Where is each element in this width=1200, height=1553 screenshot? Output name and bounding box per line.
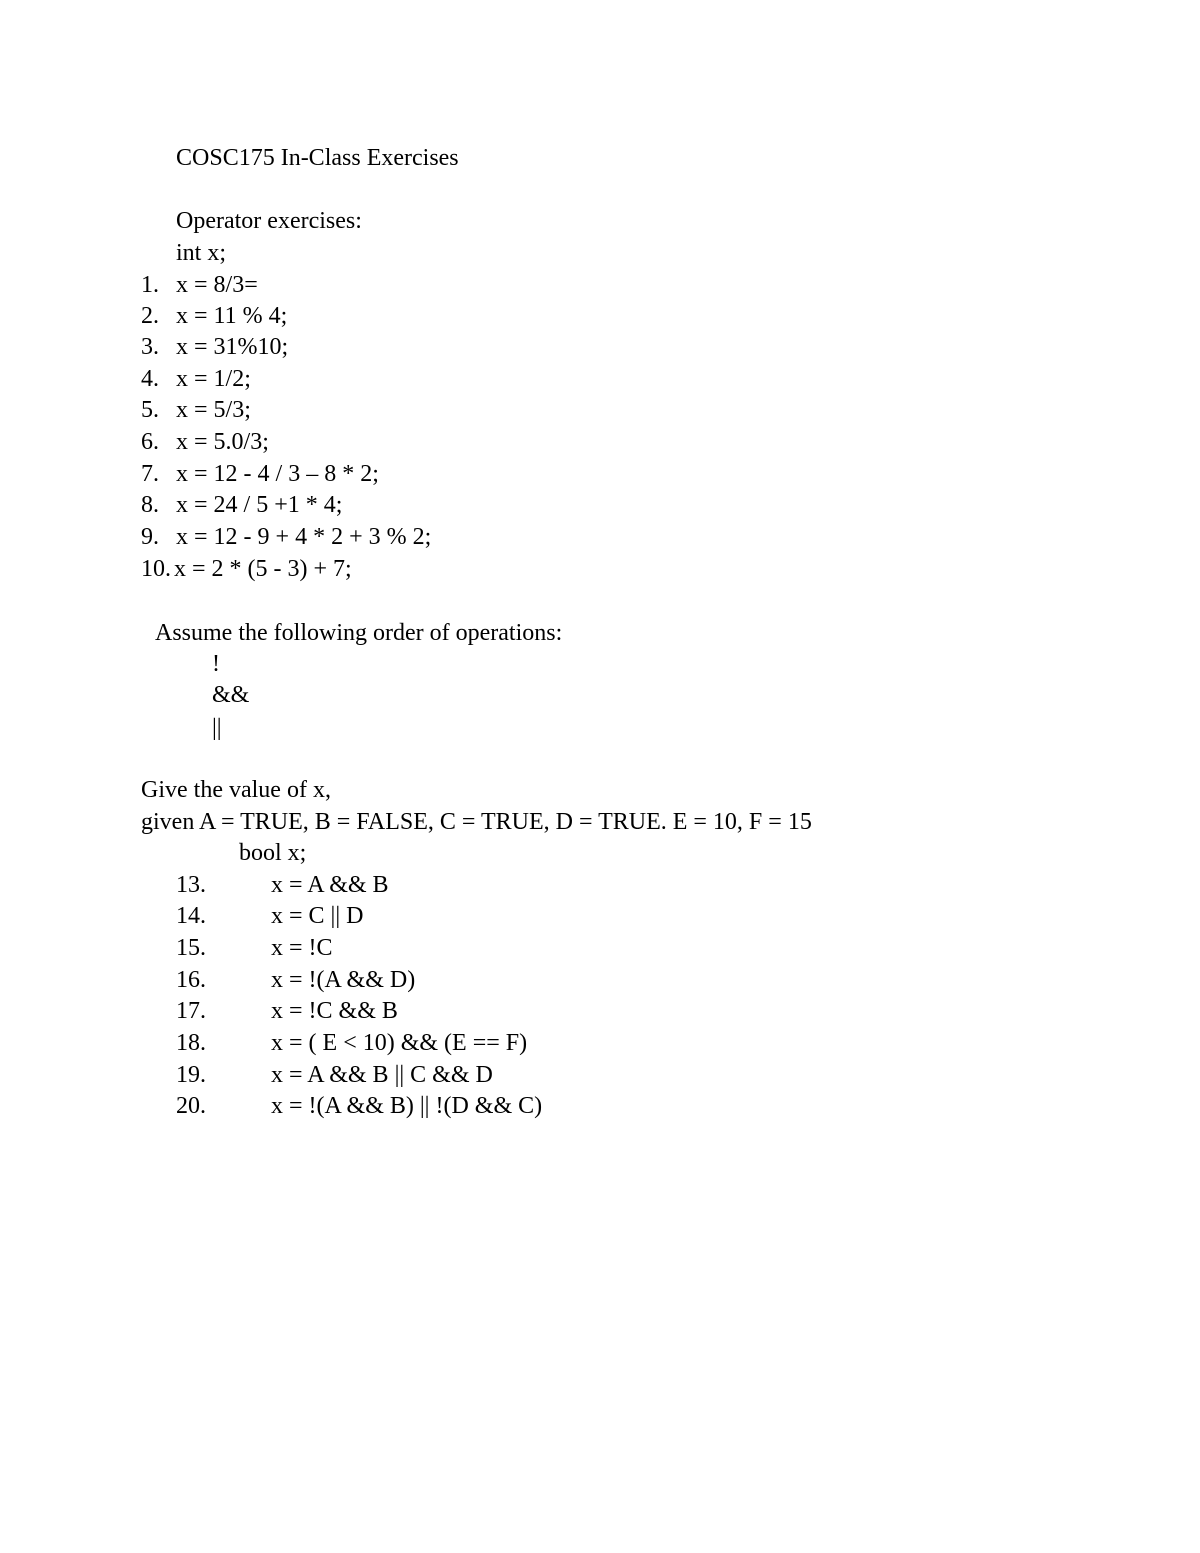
operator-not: !	[212, 651, 220, 677]
item-text: x = 1/2;	[176, 366, 251, 392]
item-number: 16.	[176, 967, 206, 993]
item-number: 2.	[141, 303, 159, 329]
item-text: x = ( E < 10) && (E == F)	[271, 1030, 528, 1056]
item-number: 15.	[176, 935, 206, 961]
item-text: x = 11 % 4;	[176, 303, 288, 329]
item-text: x = 31%10;	[176, 334, 289, 360]
item-text: x = A && B	[271, 872, 389, 898]
item-number: 20.	[176, 1093, 206, 1119]
item-number: 5.	[141, 397, 159, 423]
item-text: x = !(A && D)	[271, 967, 416, 993]
item-number: 18.	[176, 1030, 206, 1056]
give-value-line: Give the value of x,	[141, 777, 331, 803]
item-number: 1.	[141, 272, 159, 298]
operator-heading: Operator exercises:	[176, 208, 362, 234]
item-text: x = 2 * (5 - 3) + 7;	[174, 556, 352, 582]
item-text: x = A && B || C && D	[271, 1062, 493, 1088]
operator-and: &&	[212, 682, 250, 708]
item-number: 3.	[141, 334, 159, 360]
document-title: COSC175 In-Class Exercises	[176, 145, 459, 171]
item-number: 19.	[176, 1062, 206, 1088]
item-number: 13.	[176, 872, 206, 898]
item-text: x = 8/3=	[176, 272, 258, 298]
item-text: x = 5/3;	[176, 397, 251, 423]
int-declaration: int x;	[176, 240, 227, 266]
item-text: x = 24 / 5 +1 * 4;	[176, 492, 343, 518]
item-number: 6.	[141, 429, 159, 455]
item-text: x = !(A && B) || !(D && C)	[271, 1093, 543, 1119]
item-number: 9.	[141, 524, 159, 550]
item-text: x = !C	[271, 935, 333, 961]
item-number: 17.	[176, 998, 206, 1024]
item-number: 8.	[141, 492, 159, 518]
item-text: x = C || D	[271, 903, 364, 929]
order-heading: Assume the following order of operations:	[155, 620, 563, 646]
item-text: x = 12 - 9 + 4 * 2 + 3 % 2;	[176, 524, 432, 550]
item-number: 4.	[141, 366, 159, 392]
item-number: 7.	[141, 461, 159, 487]
item-number: 14.	[176, 903, 206, 929]
operator-or: ||	[212, 715, 222, 741]
item-text: x = 5.0/3;	[176, 429, 269, 455]
bool-declaration: bool x;	[239, 840, 307, 866]
item-text: x = 12 - 4 / 3 – 8 * 2;	[176, 461, 379, 487]
item-text: x = !C && B	[271, 998, 398, 1024]
given-line: given A = TRUE, B = FALSE, C = TRUE, D = TRUE. E = 10, F = 15	[141, 809, 812, 835]
item-number: 10.	[141, 556, 171, 582]
